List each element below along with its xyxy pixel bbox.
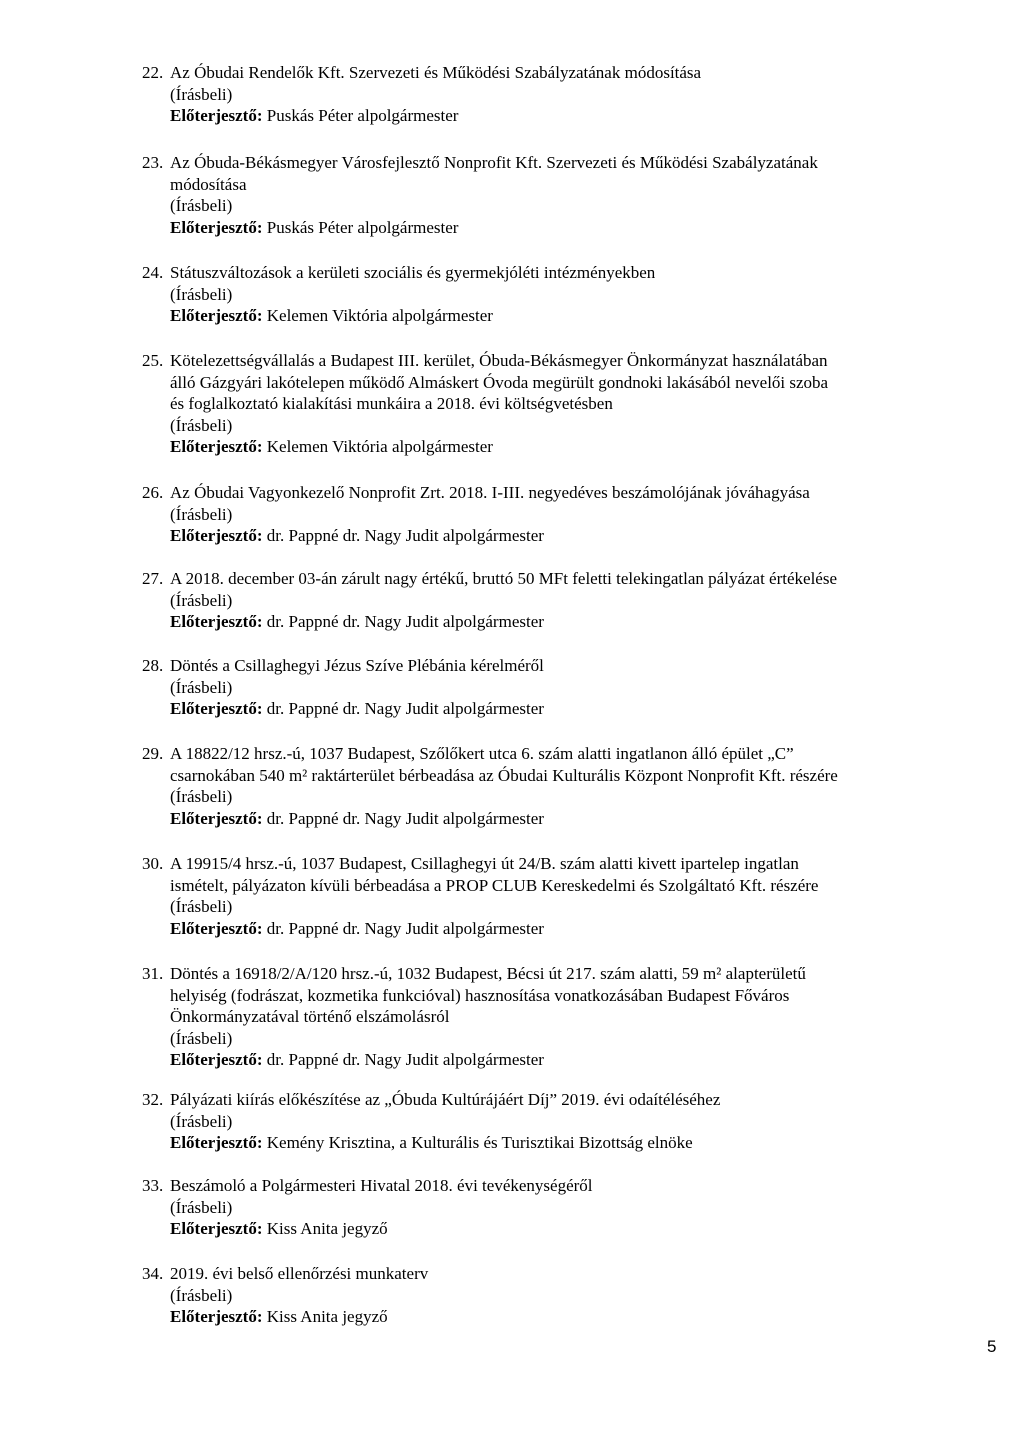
agenda-item-number: 31.: [142, 964, 164, 983]
presenter-name: dr. Pappné dr. Nagy Judit alpolgármester: [266, 699, 544, 718]
agenda-item: [142, 1175, 942, 1240]
agenda-item-title-line: módosítása: [170, 174, 247, 194]
presenter-name: dr. Pappné dr. Nagy Judit alpolgármester: [266, 612, 544, 631]
presenter-name: dr. Pappné dr. Nagy Judit alpolgármester: [266, 1050, 544, 1069]
agenda-item-number: 29.: [142, 744, 164, 763]
agenda-item-title-line: Pályázati kiírás előkészítése az „Óbuda Kultúrájáért Díj” 2019. évi odaítéléséhez: [170, 1090, 721, 1109]
presenter-label: Előterjesztő:: [170, 106, 263, 125]
presenter-label: Előterjesztő:: [170, 699, 263, 718]
agenda-item-title-line: Beszámoló a Polgármesteri Hivatal 2018. évi tevékenységéről: [170, 1176, 593, 1195]
agenda-item-title-line: Az Óbuda-Békásmegyer Városfejlesztő Nonprofit Kft. Szervezeti és Működési Szabályzatának: [170, 153, 818, 172]
agenda-item-body: [170, 1175, 942, 1240]
agenda-item: [142, 482, 942, 547]
agenda-item-type: (Írásbeli): [170, 84, 233, 104]
presenter-name: Kiss Anita jegyző: [266, 1307, 388, 1326]
agenda-item-title-line: Önkormányzatával történő elszámolásról: [170, 1007, 450, 1026]
agenda-item-presenter-row: [170, 1132, 942, 1154]
agenda-item-presenter-row: [170, 808, 942, 830]
agenda-item-presenter-row: [170, 217, 942, 239]
presenter-label: Előterjesztő:: [170, 1133, 263, 1152]
agenda-item-number: 34.: [142, 1264, 164, 1283]
presenter-label: Előterjesztő:: [170, 437, 263, 456]
agenda-item-presenter-row: [170, 1049, 942, 1071]
agenda-item-body: [170, 482, 942, 547]
agenda-item-body: [170, 1089, 942, 1154]
agenda-item-body: [170, 350, 942, 458]
page-number: 5: [987, 1337, 997, 1356]
presenter-name: Kelemen Viktória alpolgármester: [266, 306, 493, 325]
presenter-name: Kelemen Viktória alpolgármester: [266, 437, 493, 456]
agenda-item-number: 27.: [142, 569, 164, 588]
agenda-item-number: 25.: [142, 351, 164, 370]
agenda-item-body: [170, 152, 942, 238]
agenda-item-title-line: helyiség (fodrászat, kozmetika funkcióval) hasznosítása vonatkozásában Budapest Főváros: [170, 985, 790, 1005]
agenda-item-presenter-row: [170, 305, 942, 327]
presenter-name: Kiss Anita jegyző: [266, 1219, 388, 1238]
agenda-item-type: (Írásbeli): [170, 787, 233, 806]
agenda-item-body: [170, 262, 942, 327]
agenda-item-title-line: 2019. évi belső ellenőrzési munkaterv: [170, 1264, 429, 1283]
presenter-label: Előterjesztő:: [170, 526, 263, 545]
presenter-name: Puskás Péter alpolgármester: [266, 106, 459, 125]
presenter-name: Kemény Krisztina, a Kulturális és Turisztikai Bizottság elnöke: [266, 1133, 693, 1152]
agenda-item-type: (Írásbeli): [170, 1285, 233, 1305]
agenda-item-number: 22.: [142, 63, 164, 82]
agenda-item-presenter-row: [170, 105, 942, 127]
agenda-item-presenter-row: [170, 918, 942, 940]
agenda-item-title-line: A 18822/12 hrsz.-ú, 1037 Budapest, Szőlőkert utca 6. szám alatti ingatlanon álló épület „C”: [170, 744, 794, 763]
agenda-item-type: (Írásbeli): [170, 284, 233, 304]
agenda-item-presenter-row: [170, 1306, 942, 1328]
agenda-item-number: 26.: [142, 483, 164, 502]
presenter-name: dr. Pappné dr. Nagy Judit alpolgármester: [266, 526, 544, 545]
agenda-item-body: [170, 963, 942, 1071]
agenda-item-title-line: Döntés a 16918/2/A/120 hrsz.-ú, 1032 Budapest, Bécsi út 217. szám alatti, 59 m² alapterületű: [170, 964, 806, 983]
presenter-name: dr. Pappné dr. Nagy Judit alpolgármester: [266, 918, 544, 938]
presenter-label: Előterjesztő:: [170, 1050, 263, 1069]
presenter-label: Előterjesztő:: [170, 808, 263, 828]
agenda-item-number: 30.: [142, 854, 164, 873]
agenda-item-number: 33.: [142, 1176, 164, 1195]
agenda-item-number: 32.: [142, 1090, 164, 1109]
agenda-item: [142, 1089, 942, 1154]
agenda-item-type: (Írásbeli): [170, 590, 233, 610]
agenda-item-title-line: Státuszváltozások a kerületi szociális és gyermekjóléti intézményekben: [170, 263, 656, 282]
agenda-item-type: (Írásbeli): [170, 897, 233, 916]
agenda-item-body: [170, 743, 942, 829]
agenda-item-number: 28.: [142, 656, 164, 675]
agenda-item: [142, 853, 942, 939]
agenda-item: [142, 963, 942, 1071]
agenda-item: [142, 568, 942, 633]
agenda-item-type: (Írásbeli): [170, 196, 233, 215]
agenda-item-type: (Írásbeli): [170, 677, 233, 697]
agenda-item-type: (Írásbeli): [170, 415, 233, 435]
presenter-name: dr. Pappné dr. Nagy Judit alpolgármester: [266, 808, 544, 828]
presenter-label: Előterjesztő:: [170, 612, 263, 631]
agenda-item: [142, 655, 942, 720]
agenda-item-presenter-row: [170, 611, 942, 633]
presenter-label: Előterjesztő:: [170, 918, 263, 938]
agenda-item-title-line: és foglalkoztató kialakítási munkáira a 2018. évi költségvetésben: [170, 394, 613, 413]
presenter-label: Előterjesztő:: [170, 217, 263, 237]
agenda-item-title-line: A 19915/4 hrsz.-ú, 1037 Budapest, Csillaghegyi út 24/B. szám alatti kivett ipartelep ingatlan: [170, 854, 799, 873]
presenter-name: Puskás Péter alpolgármester: [266, 217, 459, 237]
agenda-item-title-line: csarnokában 540 m² raktárterület bérbeadása az Óbudai Kulturális Központ Nonprofit Kft. részére: [170, 765, 838, 785]
agenda-item-presenter-row: [170, 1218, 942, 1240]
agenda-item-presenter-row: [170, 698, 942, 720]
agenda-item-number: 24.: [142, 263, 164, 282]
agenda-item: [142, 743, 942, 829]
agenda-item-type: (Írásbeli): [170, 1028, 233, 1048]
agenda-item-type: (Írásbeli): [170, 1197, 233, 1217]
agenda-item-title-line: ismételt, pályázaton kívüli bérbeadása a PROP CLUB Kereskedelmi és Szolgáltató Kft. részére: [170, 875, 819, 895]
agenda-item: [142, 262, 942, 327]
agenda-item-type: (Írásbeli): [170, 1111, 233, 1131]
agenda-item: [142, 350, 942, 458]
agenda-item-body: [170, 1263, 942, 1328]
agenda-item-title-line: Kötelezettségvállalás a Budapest III. kerület, Óbuda-Békásmegyer Önkormányzat használatában: [170, 351, 828, 370]
agenda-item-body: [170, 62, 942, 127]
agenda-item-title-line: Az Óbudai Vagyonkezelő Nonprofit Zrt. 2018. I-III. negyedéves beszámolójának jóváhagyása: [170, 483, 810, 502]
agenda-item-type: (Írásbeli): [170, 504, 233, 524]
agenda-item-presenter-row: [170, 525, 942, 547]
agenda-item: [142, 152, 942, 238]
agenda-item-title-line: álló Gázgyári lakótelepen működő Almáskert Óvoda megürült gondnoki lakásából nevelői szoba: [170, 372, 829, 392]
agenda-item-body: [170, 853, 942, 939]
agenda-item-title-line: Döntés a Csillaghegyi Jézus Szíve Plébánia kérelméről: [170, 656, 544, 675]
agenda-item-body: [170, 655, 942, 720]
agenda-item-title-line: A 2018. december 03-án zárult nagy értékű, bruttó 50 MFt feletti telekingatlan pályázat értékelése: [170, 569, 838, 588]
presenter-label: Előterjesztő:: [170, 1307, 263, 1326]
agenda-item-title-line: Az Óbudai Rendelők Kft. Szervezeti és Működési Szabályzatának módosítása: [170, 63, 702, 82]
agenda-item-number: 23.: [142, 153, 164, 172]
agenda-item: [142, 1263, 942, 1328]
presenter-label: Előterjesztő:: [170, 1219, 263, 1238]
presenter-label: Előterjesztő:: [170, 306, 263, 325]
agenda-item-presenter-row: [170, 436, 942, 458]
agenda-item-body: [170, 568, 942, 633]
agenda-item: [142, 62, 942, 127]
